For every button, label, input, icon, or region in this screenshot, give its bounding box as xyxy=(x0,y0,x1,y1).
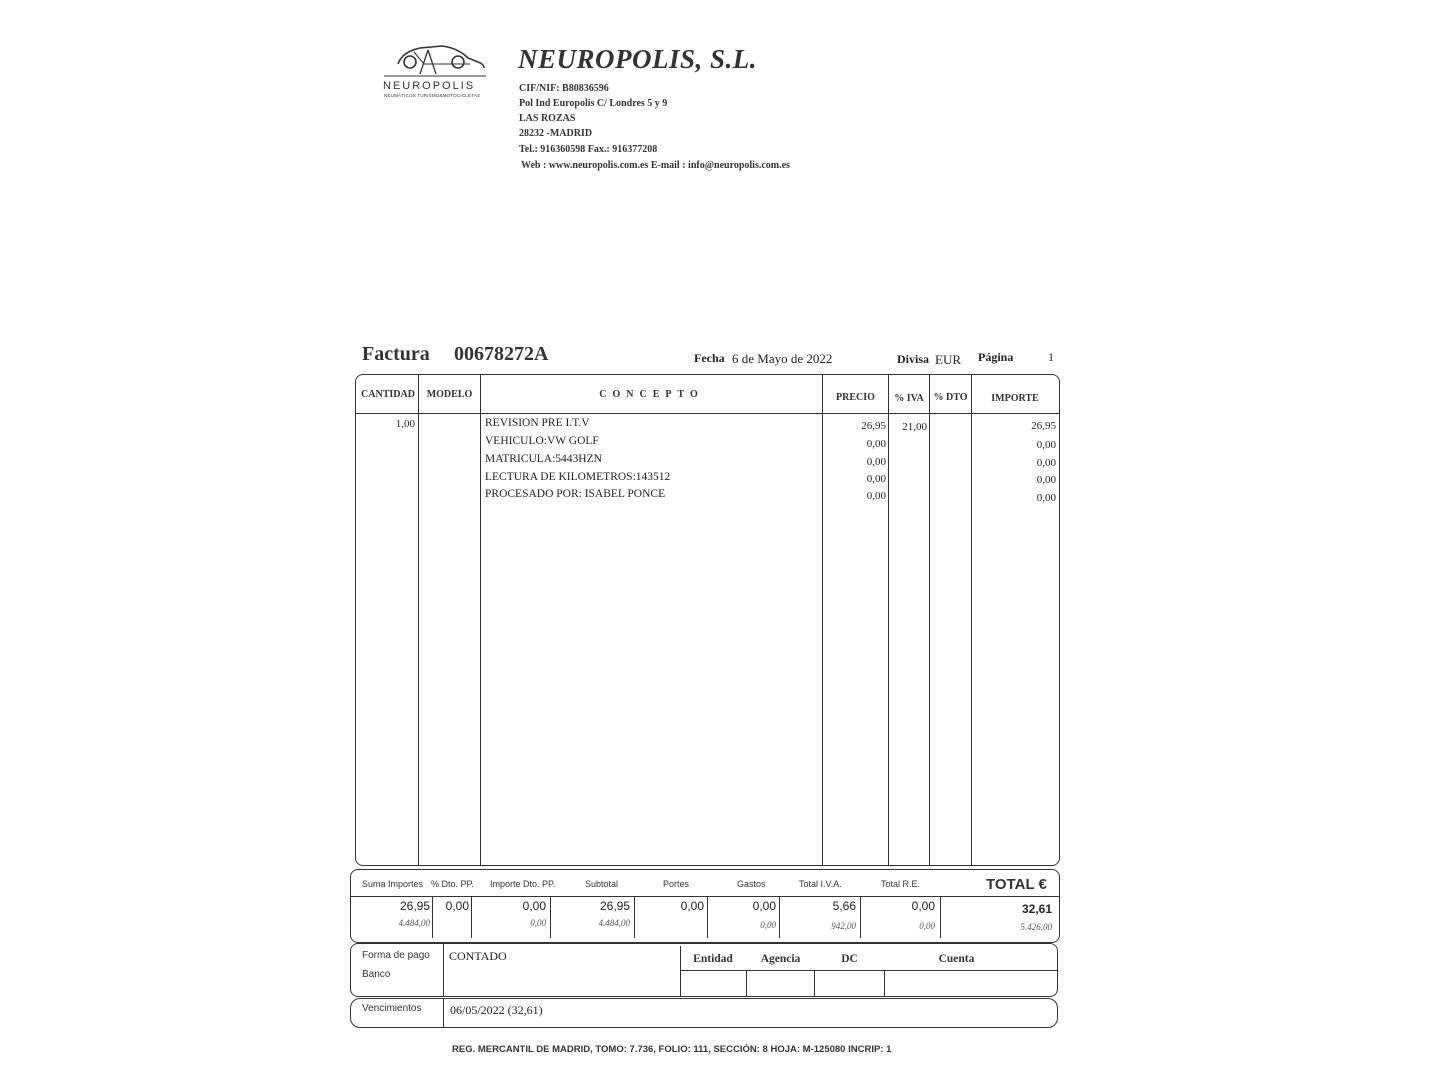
header-precio: PRECIO xyxy=(836,392,875,403)
total-gastos-value: 0,00 xyxy=(752,899,776,913)
date-value: 6 de Mayo de 2022 xyxy=(732,351,833,366)
total-gastos-secondary: 0,00 xyxy=(760,920,776,930)
currency-label: Divisa xyxy=(897,352,930,366)
grand-total-secondary: 5.426,00 xyxy=(1020,922,1052,932)
totals-header-gastos: Gastos xyxy=(737,879,766,889)
totals-header-portes: Portes xyxy=(663,879,690,889)
row-precio: 0,00 xyxy=(866,438,886,450)
due-dates-divider xyxy=(443,998,444,1028)
total-importe-dto-secondary: 0,00 xyxy=(530,918,546,928)
header-importe: IMPORTE xyxy=(991,393,1039,404)
bank-label: Banco xyxy=(362,969,391,980)
column-divider xyxy=(888,374,889,866)
invoice-label: Factura xyxy=(362,343,430,365)
header-dto: % DTO xyxy=(933,392,968,403)
totals-header-subtotal: Subtotal xyxy=(585,879,619,889)
payment-divider xyxy=(443,943,444,997)
column-divider xyxy=(418,374,419,866)
date-label: Fecha xyxy=(694,351,725,365)
totals-column-divider xyxy=(432,896,433,938)
header-modelo: MODELO xyxy=(426,389,473,400)
row-concepto: REVISION PRE I.T.V xyxy=(485,417,590,429)
page-label: Página xyxy=(978,350,1014,364)
totals-column-divider xyxy=(634,896,635,938)
total-suma-secondary: 4.484,00 xyxy=(398,918,430,928)
totals-column-divider xyxy=(550,896,551,938)
bank-entidad-header: Entidad xyxy=(693,953,733,965)
header-cantidad: CANTIDAD xyxy=(361,389,415,400)
bank-divider xyxy=(814,970,815,997)
row-concepto: LECTURA DE KILOMETROS:143512 xyxy=(485,471,671,483)
column-divider xyxy=(822,374,823,866)
bank-divider xyxy=(884,970,885,997)
bank-row-divider xyxy=(680,970,1058,971)
header-divider xyxy=(356,413,1060,414)
row-precio: 26,95 xyxy=(861,420,886,432)
total-subtotal-value: 26,95 xyxy=(599,899,630,913)
totals-header-importe-dto: Importe Dto. PP. xyxy=(490,879,556,889)
row-importe: 26,95 xyxy=(1031,420,1056,432)
company-address: Pol Ind Europolis C/ Londres 5 y 9 xyxy=(519,98,668,109)
invoice-number: 00678272A xyxy=(454,343,549,365)
bank-dc-header: DC xyxy=(841,953,858,965)
column-divider xyxy=(480,374,481,866)
total-re-secondary: 0,00 xyxy=(919,921,935,931)
totals-column-divider xyxy=(940,896,941,938)
total-dto-pp-value: 0,00 xyxy=(445,899,469,913)
due-dates-value: 06/05/2022 (32,61) xyxy=(450,1003,543,1017)
company-cif: CIF/NIF: B80836596 xyxy=(519,83,609,94)
row-precio: 0,00 xyxy=(866,473,886,485)
payment-method-value: CONTADO xyxy=(449,949,507,963)
row-precio: 0,00 xyxy=(866,490,886,502)
totals-divider xyxy=(350,896,1060,897)
row-importe: 0,00 xyxy=(1036,492,1056,504)
total-portes-value: 0,00 xyxy=(680,899,704,913)
totals-column-divider xyxy=(707,896,708,938)
bank-cuenta-header: Cuenta xyxy=(938,953,975,965)
row-cantidad: 1,00 xyxy=(395,418,415,430)
total-subtotal-secondary: 4.484,00 xyxy=(598,918,630,928)
grand-total-value: 32,61 xyxy=(1021,902,1052,916)
column-divider xyxy=(929,374,930,866)
page-number: 1 xyxy=(1048,350,1054,364)
row-concepto: PROCESADO POR: ISABEL PONCE xyxy=(485,488,666,500)
logo-tagline: NEUMÁTICOS TURISMO&MOTOCICLETAS xyxy=(384,93,481,98)
totals-column-divider xyxy=(471,896,472,938)
totals-header-dto-pp: % Dto. PP. xyxy=(431,879,474,889)
due-dates-label: Vencimientos xyxy=(362,1003,422,1014)
total-importe-dto-value: 0,00 xyxy=(522,899,546,913)
total-iva-value: 5,66 xyxy=(832,899,856,913)
totals-header-total-re: Total R.E. xyxy=(881,879,921,889)
row-importe: 0,00 xyxy=(1036,439,1056,451)
company-web-email: Web : www.neuropolis.com.es E-mail : info@neuropolis.com.es xyxy=(521,160,790,171)
registry-footer: REG. MERCANTIL DE MADRID, TOMO: 7.736, FOLIO: 111, SECCIÓN: 8 HOJA: M-125080 INCRIP: 1 xyxy=(452,1044,892,1055)
header-iva: % IVA xyxy=(894,393,924,404)
row-concepto: VEHICULO:VW GOLF xyxy=(485,435,599,447)
row-importe: 0,00 xyxy=(1036,457,1056,469)
company-name: NEUROPOLIS, S.L. xyxy=(518,44,758,74)
bank-divider xyxy=(746,970,747,997)
total-suma-value: 26,95 xyxy=(399,899,430,913)
header-concepto: CONCEPTO xyxy=(599,389,704,400)
company-city: LAS ROZAS xyxy=(519,113,576,124)
company-postal: 28232 -MADRID xyxy=(519,128,593,139)
totals-header-suma: Suma Importes xyxy=(362,879,424,889)
totals-column-divider xyxy=(779,896,780,938)
company-phone-fax: Tel.: 916360598 Fax.: 916377208 xyxy=(519,144,658,155)
items-table xyxy=(355,374,1060,866)
totals-column-divider xyxy=(860,896,861,938)
column-divider xyxy=(971,374,972,866)
row-precio: 0,00 xyxy=(866,456,886,468)
row-concepto: MATRICULA:5443HZN xyxy=(485,453,602,465)
payment-method-label: Forma de pago xyxy=(362,950,430,961)
totals-header-total: TOTAL € xyxy=(986,876,1047,893)
row-iva: 21,00 xyxy=(902,421,927,433)
totals-header-total-iva: Total I.V.A. xyxy=(799,879,842,889)
logo-wordmark: NEUROPOLIS xyxy=(383,80,476,92)
row-importe: 0,00 xyxy=(1036,474,1056,486)
total-re-value: 0,00 xyxy=(911,899,935,913)
bank-agencia-header: Agencia xyxy=(760,953,801,965)
currency-value: EUR xyxy=(935,352,961,367)
total-iva-secondary: 942,00 xyxy=(831,921,856,931)
